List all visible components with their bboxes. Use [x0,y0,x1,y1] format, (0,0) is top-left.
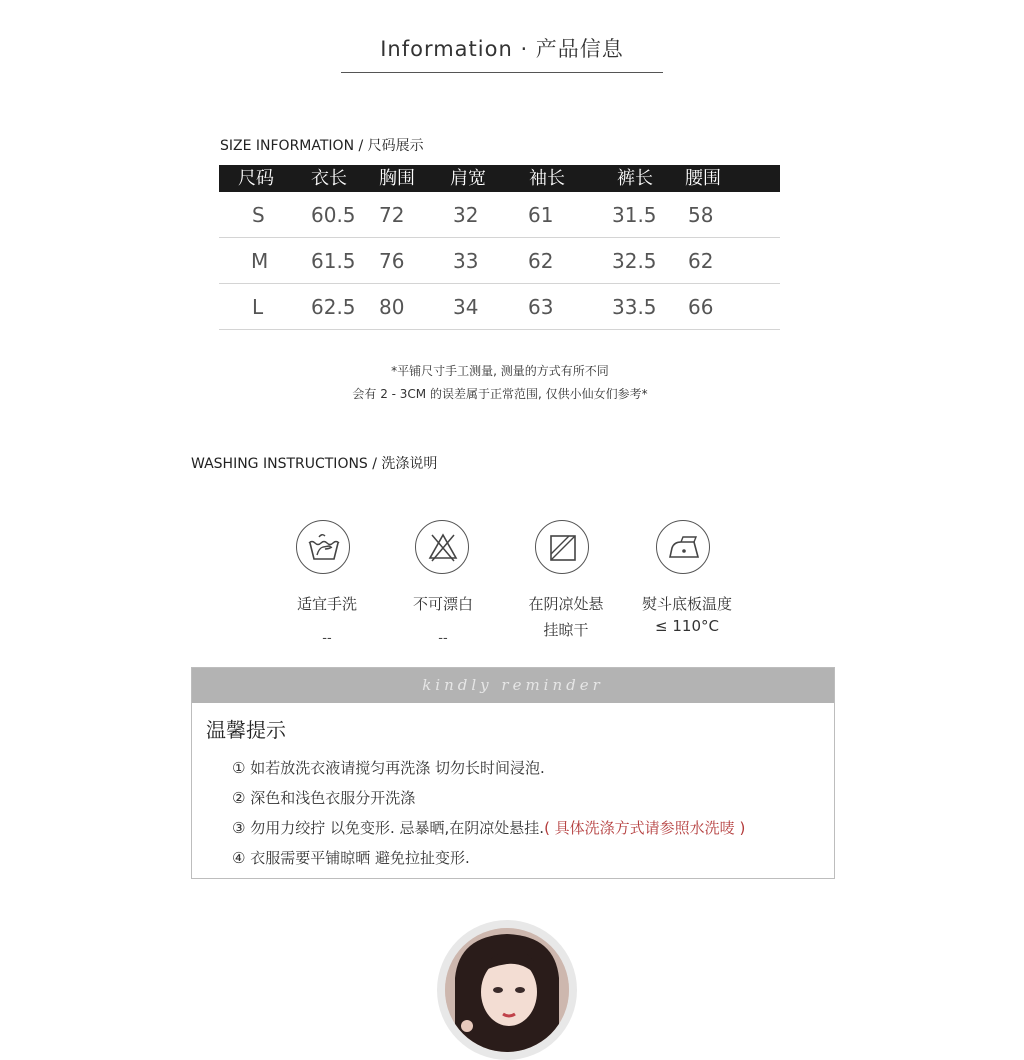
cell-length: 62.5 [311,295,356,319]
wash-label: 不可漂白 [412,595,473,613]
avatar-photo [445,928,569,1052]
cell-sleeve: 61 [528,203,554,227]
wash-label: 在阴凉处悬 [528,595,604,613]
column-header-size: 尺码 [238,168,274,189]
column-header-sleeve: 袖长 [529,168,565,189]
cell-pants-length: 33.5 [612,295,657,319]
reminder-script-text: kindly reminder [422,676,604,694]
column-header-pants-length: 裤长 [617,168,653,189]
cell-size: S [252,203,265,227]
cell-shoulder: 32 [453,203,479,227]
wash-label: 挂晾干 [543,621,589,639]
cell-waist: 58 [688,203,714,227]
size-section-heading: SIZE INFORMATION / 尺码展示 [220,138,424,154]
reminder-item [232,787,415,808]
wash-dash: -- [322,631,332,646]
reminder-item-text: ③ 勿用力绞拧 以免变形. 忌暴晒,在阴凉处悬挂. [232,819,545,837]
title-divider [341,72,663,73]
cell-size: L [252,295,264,319]
measurement-note: *平铺尺寸手工测量, 测量的方式有所不同 [391,364,609,378]
reminder-item [232,817,745,838]
column-header-waist: 腰围 [685,168,721,189]
cell-waist: 62 [688,249,714,273]
size-table [219,165,780,330]
iron-icon [656,520,710,574]
reminder-item [232,757,545,778]
hand-wash-icon [296,520,350,574]
reminder-item-text: ① 如若放洗衣液请搅匀再洗涤 切勿长时间浸泡. [232,759,545,777]
cell-bust: 72 [379,203,405,227]
reminder-box [191,667,835,879]
wash-dash: -- [438,631,448,646]
cell-shoulder: 33 [453,249,479,273]
column-header-bust: 胸围 [379,168,415,189]
no-bleach-icon [415,520,469,574]
cell-waist: 66 [688,295,714,319]
reminder-item-text: ④ 衣服需要平铺晾晒 避免拉扯变形. [232,849,470,867]
column-header-shoulder: 肩宽 [450,168,486,189]
washing-section-heading: WASHING INSTRUCTIONS / 洗涤说明 [191,456,438,472]
measurement-note: 会有 2 - 3CM 的误差属于正常范围, 仅供小仙女们参考* [352,387,648,401]
cell-length: 60.5 [311,203,356,227]
reminder-band [192,668,834,703]
wash-label: 熨斗底板温度 [641,595,732,613]
cell-shoulder: 34 [453,295,479,319]
reminder-title: 温馨提示 [206,718,286,742]
cell-length: 61.5 [311,249,356,273]
table-row [219,238,780,284]
cell-bust: 76 [379,249,405,273]
table-row [219,192,780,238]
table-row [219,284,780,330]
cell-bust: 80 [379,295,405,319]
reminder-item-text: ② 深色和浅色衣服分开洗涤 [232,789,416,807]
wash-label: ≤ 110°C [655,617,719,635]
avatar [437,920,577,1060]
column-header-length: 衣长 [311,168,347,189]
size-table-header [219,165,780,192]
cell-sleeve: 63 [528,295,554,319]
reminder-highlight: ( 具体洗涤方式请参照水洗唛 ) [544,819,746,837]
cell-pants-length: 31.5 [612,203,657,227]
cell-pants-length: 32.5 [612,249,657,273]
cell-size: M [251,249,269,273]
page-title: Information · 产品信息 [380,37,624,61]
cell-sleeve: 62 [528,249,554,273]
reminder-item [232,847,470,868]
wash-label: 适宜手洗 [296,595,357,613]
shade-dry-icon [535,520,589,574]
